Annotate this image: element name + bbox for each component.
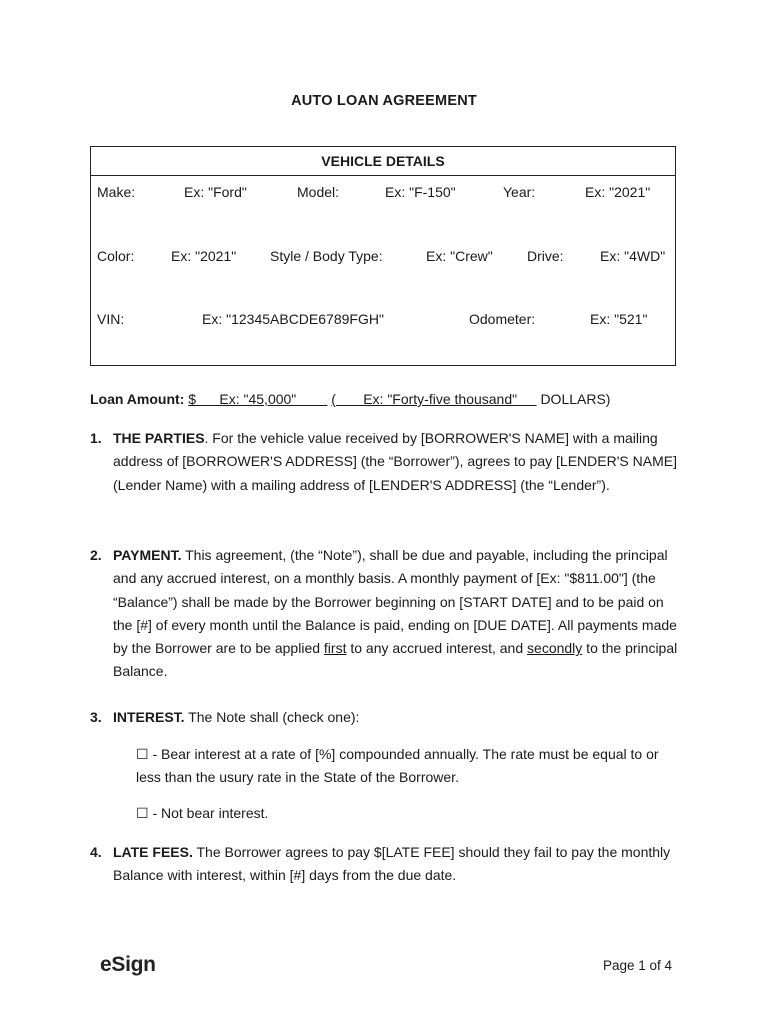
section-text: The Note shall (check one): (184, 709, 360, 725)
loan-dollars: DOLLARS) (540, 391, 611, 407)
odometer-label: Odometer: (469, 311, 536, 327)
emphasis-secondly: secondly (527, 640, 583, 657)
vehicle-details-table (90, 146, 676, 366)
vehicle-details-header: VEHICLE DETAILS (91, 147, 675, 176)
document-title: AUTO LOAN AGREEMENT (291, 93, 477, 109)
section-text: This agreement, (the “Note”), shall be due and payable, including the principal and any accrued interest, on a monthly basis. A monthly payment of [Ex: "$811.00"] (the “Balance”) shall be made by the Borrower beginning on [START DATE] and to be paid on the [#] of every month until the Balance is paid, ending on [DUE DATE]. All payments made by the Borrower are to be applied (113, 547, 677, 657)
color-label: Color: (97, 248, 135, 264)
section-number: 4. (90, 844, 102, 860)
loan-amount-line (90, 391, 610, 407)
section-payment (90, 544, 680, 684)
section-text: to any accrued interest, and (346, 640, 528, 657)
esign-logo: eSign (100, 953, 156, 976)
section-number: 1. (90, 430, 102, 446)
drive-value: Ex: "4WD" (600, 248, 666, 264)
year-value: Ex: "2021" (585, 184, 651, 200)
section-text: The Borrower agrees to pay $[LATE FEE] should they fail to pay the monthly Balance with interest, within [#] days from the due date. (113, 844, 671, 884)
vin-value: Ex: "12345ABCDE6789FGH" (202, 311, 384, 327)
style-label: Style / Body Type: (270, 248, 383, 264)
section-interest (90, 706, 680, 729)
drive-label: Drive: (527, 248, 564, 264)
section-parties (90, 427, 680, 497)
style-value: Ex: "Crew" (426, 248, 493, 264)
section-text: to the principal Balance. (113, 640, 678, 680)
model-label: Model: (297, 184, 340, 200)
interest-option-none[interactable]: ☐ - Not bear interest. (136, 805, 269, 821)
section-heading: INTEREST. (113, 709, 185, 725)
loan-amount-words: Ex: "Forty-five thousand" (363, 391, 518, 407)
loan-paren-open: ( (331, 391, 336, 407)
section-heading: THE PARTIES (113, 430, 205, 446)
make-label: Make: (97, 184, 136, 200)
interest-option-bear[interactable]: ☐ - Bear interest at a rate of [%] compounded annually. The rate must be equal to or less than the usury rate in the State of the Borrower. (136, 746, 659, 786)
vin-label: VIN: (97, 311, 125, 327)
section-heading: PAYMENT. (113, 547, 182, 563)
section-number: 2. (90, 547, 102, 563)
section-heading: LATE FEES. (113, 844, 193, 860)
year-label: Year: (503, 184, 536, 200)
loan-amount-label: Loan Amount: (90, 391, 185, 407)
section-late-fees (90, 841, 680, 888)
page-number: Page 1 of 4 (602, 958, 672, 973)
color-value: Ex: "2021" (171, 248, 237, 264)
loan-currency: $ (188, 391, 197, 407)
section-text: . For the vehicle value received by [BORROWER'S NAME] with a mailing address of [BORROWER'S ADDRESS] (the “Borrower”), agrees to pay [LENDER'S NAME] (Lender Name) with a mailing address of [LENDER'S ADDRESS] (the “Lender”). (113, 430, 677, 493)
make-value: Ex: "Ford" (184, 184, 247, 200)
odometer-value: Ex: "521" (590, 311, 648, 327)
model-value: Ex: "F-150" (385, 184, 456, 200)
loan-amount-value: Ex: "45,000" (219, 391, 297, 407)
emphasis-first: first (323, 640, 347, 657)
section-number: 3. (90, 709, 102, 725)
